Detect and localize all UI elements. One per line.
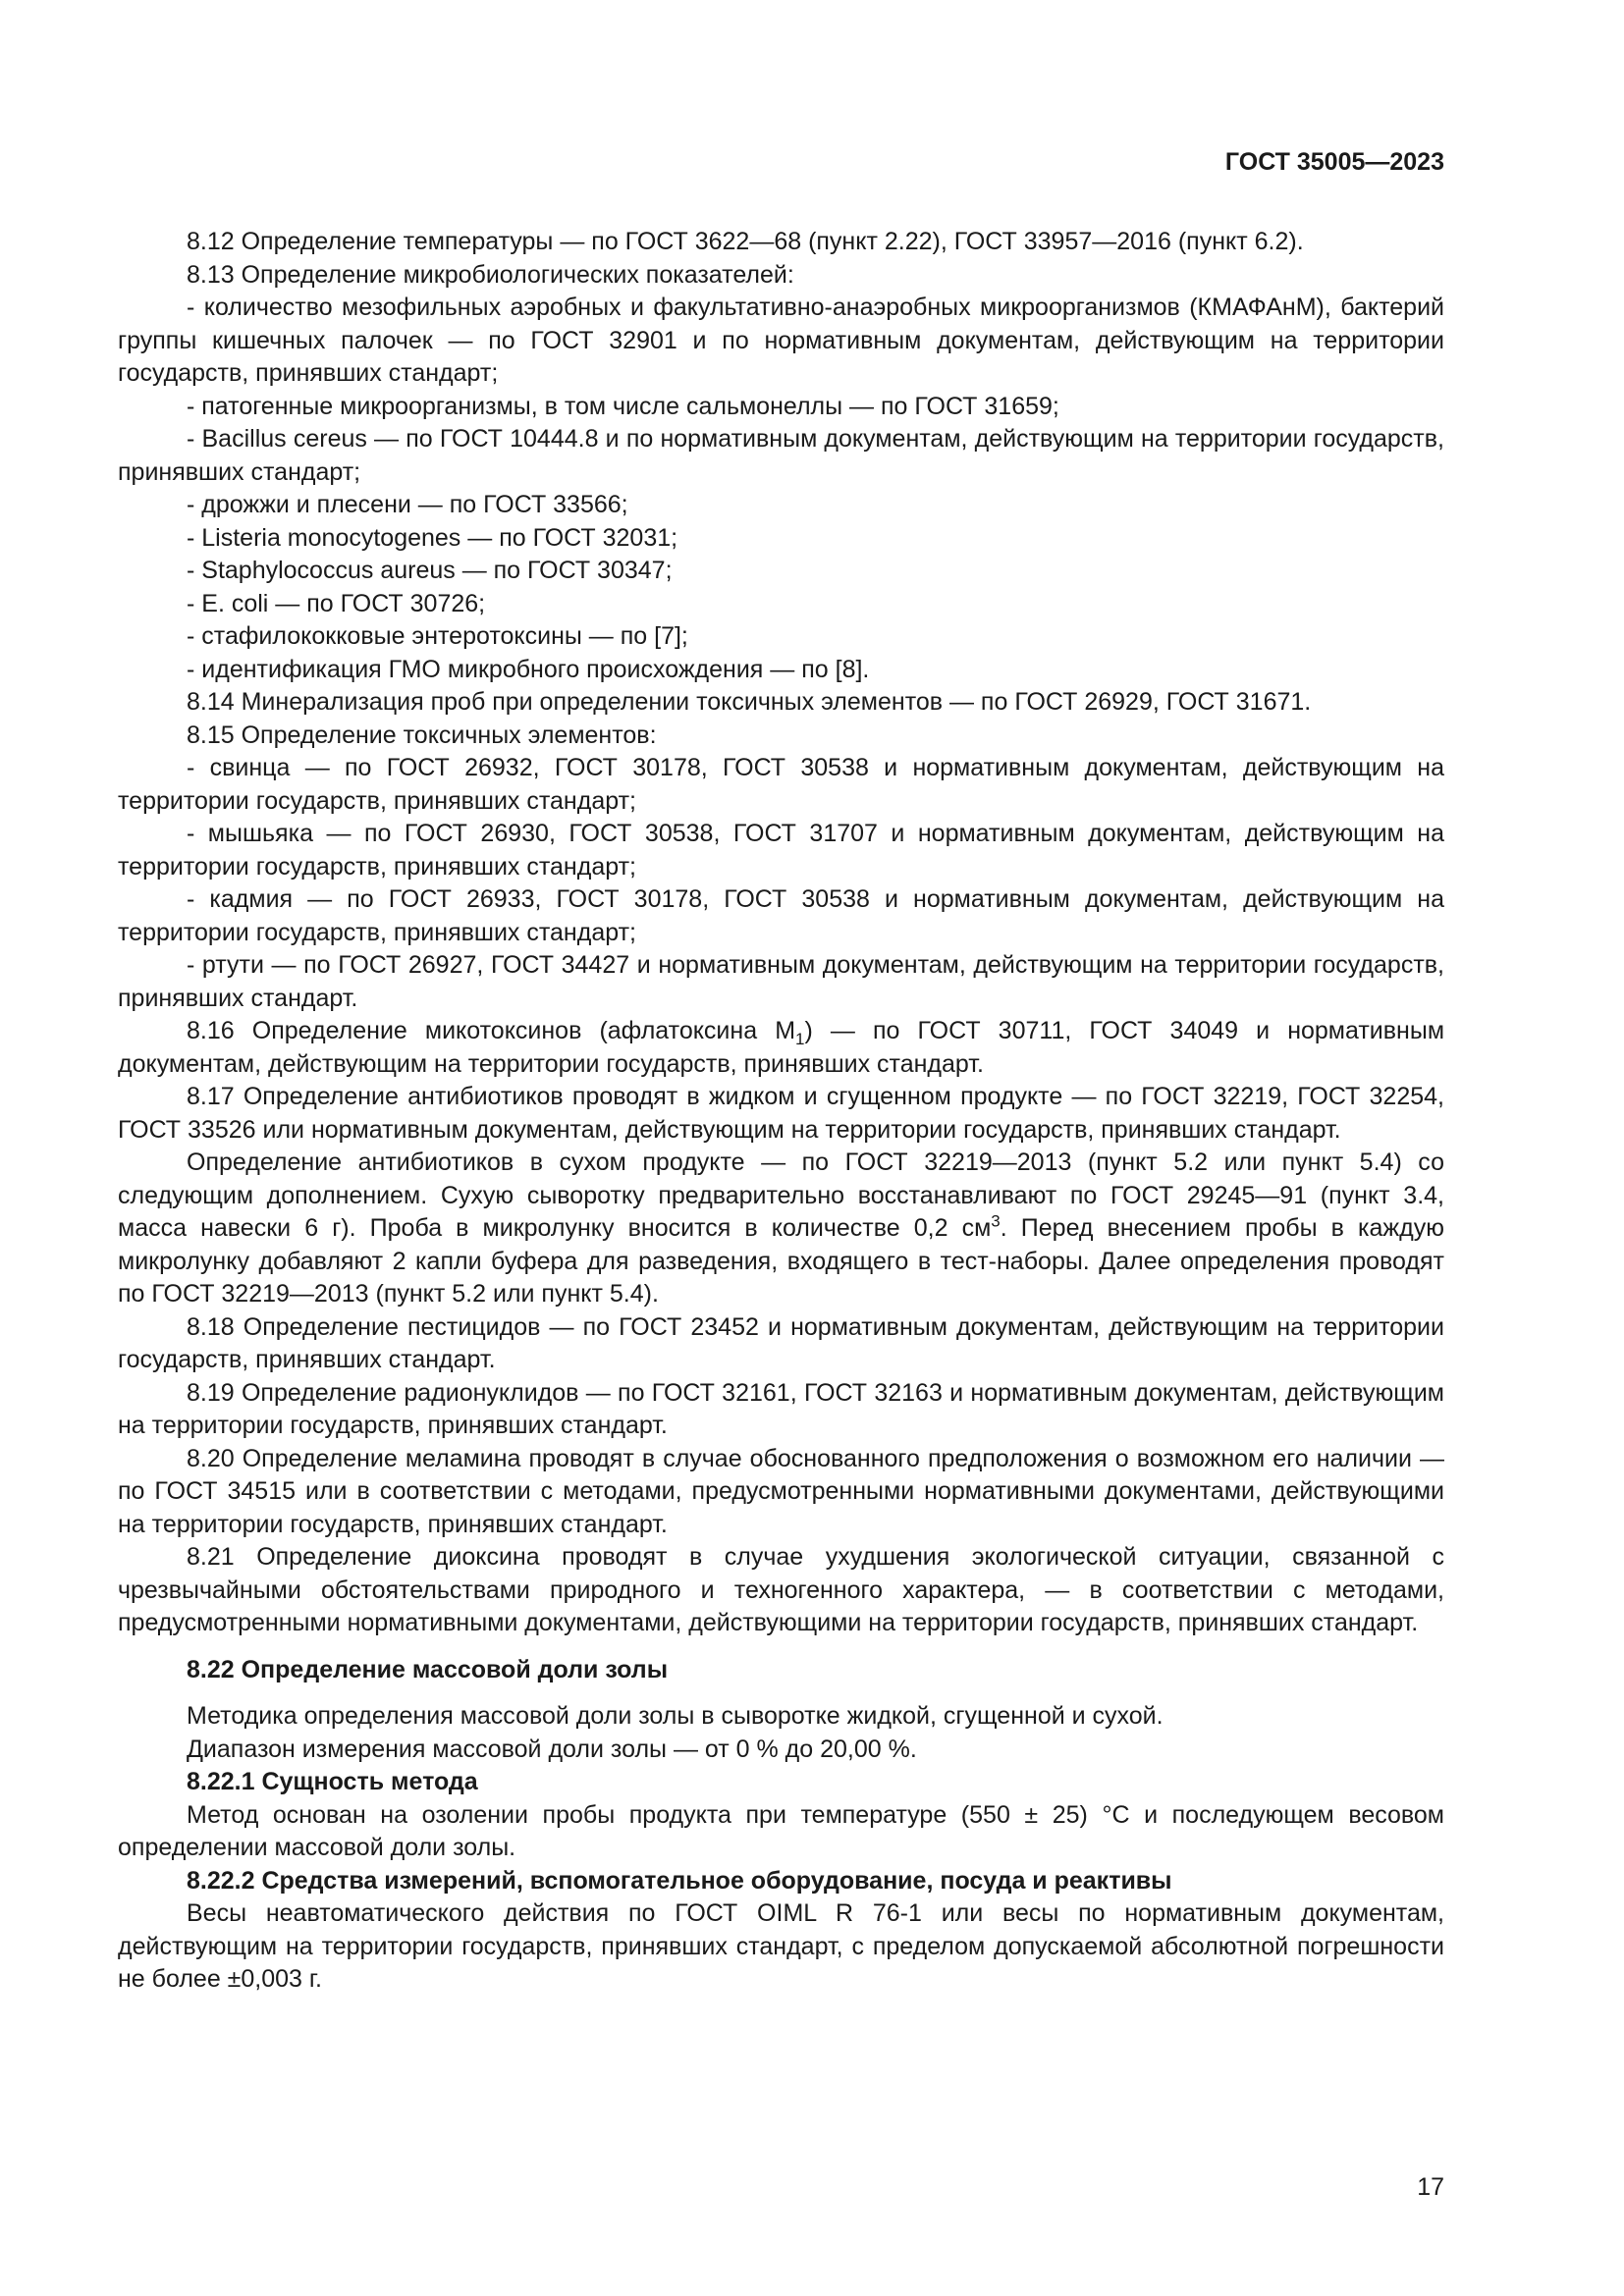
section-8-22-1-text: Метод основан на озолении пробы продукта при температуре (550 ± 25) °С и последующем весовом определении массовой доли золы. [118,1800,1444,1861]
clause-8-19: 8.19 Определение радионуклидов — по ГОСТ 32161, ГОСТ 32163 и нормативным документам, действующим на территории государств, принявших стандарт. [118,1378,1444,1439]
superscript: 3 [991,1211,1001,1231]
section-8-22-1-heading: 8.22.1 Сущность метода [187,1768,478,1795]
list-item: - E. coli — по ГОСТ 30726; [187,589,486,617]
clause-8-17: 8.17 Определение антибиотиков проводят в жидком и сгущенном продукте — по ГОСТ 32219, ГОСТ 32254, ГОСТ 33526 или нормативным документам, действующим на территории государств, принявших стандарт. [118,1083,1444,1144]
clause-8-14: 8.14 Минерализация проб при определении токсичных элементов — по ГОСТ 26929, ГОСТ 31671. [187,688,1312,716]
clause-8-17-dry-text-a: Определение антибиотиков в сухом продукте — по ГОСТ 32219—2013 (пункт 5.2 или пункт 5.4) со следующим дополнением. Сухую сыворотку предварительно восстанавливают по ГОСТ 29245—91 (пункт 3.4, масса навески 6 г). Проба в микролунку вносится в количестве 0,2 см [118,1148,1444,1242]
list-item: - свинца — по ГОСТ 26932, ГОСТ 30178, ГОСТ 30538 и нормативным документам, действующим на территории государств, принявших стандарт; [118,754,1444,815]
section-8-22-title: 8.22 Определение массовой доли золы [187,1655,669,1683]
clause-8-16-text-b: ) — по ГОСТ 30711, ГОСТ 34049 и нормативным документам, действующим на территории государств, принявших стандарт. [118,1017,1445,1078]
clause-8-15: 8.15 Определение токсичных элементов: [187,721,657,749]
clause-8-21: 8.21 Определение диоксина проводят в случае ухудшения экологической ситуации, связанной с чрезвычайными обстоятельствами природного и техногенного характера, — в соответствии с методами, предусмотренными нормативными документами, действующими на территории государств, принявших стандарт. [118,1543,1444,1636]
section-8-22-2-heading: 8.22.2 Средства измерений, вспомогательное оборудование, посуда и реактивы [187,1866,1172,1895]
list-item: - кадмия — по ГОСТ 26933, ГОСТ 30178, ГОСТ 30538 и нормативным документам, действующим на территории государств, принявших стандарт; [118,885,1444,946]
list-item: - дрожжи и плесени — по ГОСТ 33566; [187,491,628,518]
document-header: ГОСТ 35005—2023 [1224,148,1444,176]
clause-8-17-dry [118,1147,1444,1311]
list-item: - мышьяка — по ГОСТ 26930, ГОСТ 30538, ГОСТ 31707 и нормативным документам, действующим на территории государств, принявших стандарт; [118,820,1444,881]
list-item: - ртути — по ГОСТ 26927, ГОСТ 34427 и нормативным документам, действующим на территории государств, принявших стандарт. [118,951,1444,1012]
clause-8-13: 8.13 Определение микробиологических показателей: [187,260,794,289]
page-number: 17 [1417,2173,1444,2201]
list-item: - патогенные микроорганизмы, в том числе сальмонеллы — по ГОСТ 31659; [187,392,1059,420]
list-item: - стафилококковые энтеротоксины — по [7]; [187,622,688,650]
section-8-22-intro-2: Диапазон измерения массовой доли золы — от 0 % до 20,00 %. [187,1735,917,1763]
list-item: - количество мезофильных аэробных и факультативно-анаэробных микроорганизмов (КМАФАнМ), бактерий группы кишечных палочек — по ГОСТ 32901 и по нормативным документам, действующим на территории государств, принявших стандарт; [118,294,1444,387]
document-body [118,226,1444,1997]
subscript: 1 [795,1030,805,1048]
section-8-22-2-text: Весы неавтоматического действия по ГОСТ OIML R 76-1 или весы по нормативным документам, действующим на территории государств, принявших стандарт, с пределом допускаемой абсолютной погрешности не более ±0,003 г. [118,1899,1444,1993]
clause-8-16 [118,1015,1444,1081]
list-item: - идентификация ГМО микробного происхождения — по [8]. [187,655,870,683]
list-item: - Staphylococcus aureus — по ГОСТ 30347; [187,557,673,584]
clause-8-17-dry-text-b: . Перед внесением пробы в каждую микролунку добавляют 2 капли буфера для разведения, входящего в тест-наборы. Далее определения проводят по ГОСТ 32219—2013 (пункт 5.2 или пункт 5.4). [118,1214,1444,1308]
clause-8-16-text-a: 8.16 Определение микотоксинов (афлатоксина M [187,1017,796,1044]
clause-8-18: 8.18 Определение пестицидов — по ГОСТ 23452 и нормативным документам, действующим на территории государств, принявших стандарт. [118,1312,1444,1373]
clause-8-12: 8.12 Определение температуры — по ГОСТ 3622—68 (пункт 2.22), ГОСТ 33957—2016 (пункт 6.2). [187,228,1304,255]
list-item: - Bacillus cereus — по ГОСТ 10444.8 и по нормативным документам, действующим на территории государств, принявших стандарт; [118,425,1444,486]
list-item: - Listeria monocytogenes — по ГОСТ 32031; [187,523,678,552]
clause-8-20: 8.20 Определение меламина проводят в случае обоснованного предположения о возможном его наличии — по ГОСТ 34515 или в соответствии с методами, предусмотренными нормативными документами, действующими на территории государств, принявших стандарт. [118,1444,1444,1538]
section-8-22-intro-1: Методика определения массовой доли золы в сыворотке жидкой, сгущенной и сухой. [187,1702,1164,1730]
